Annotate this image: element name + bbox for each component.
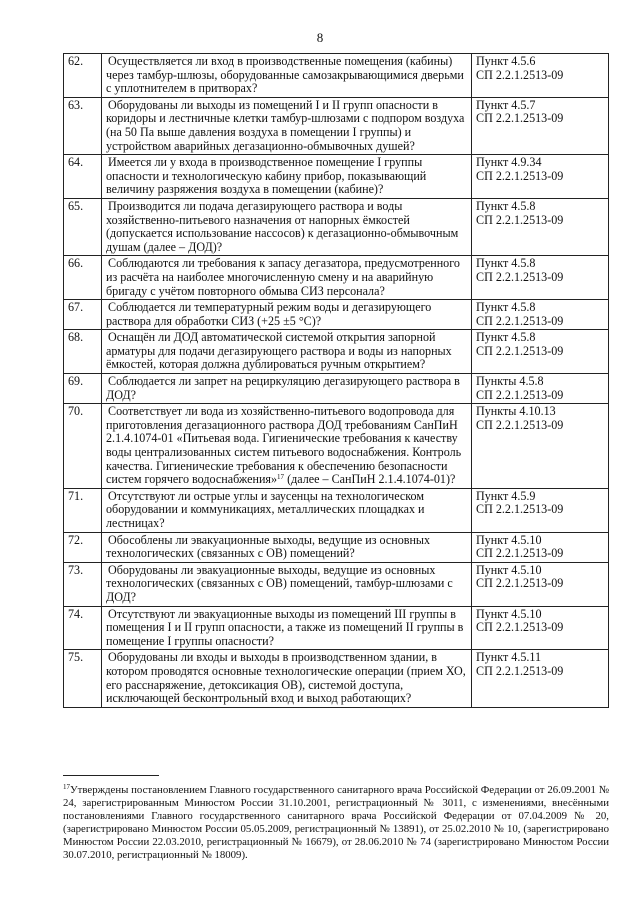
question-cell bbox=[102, 155, 472, 199]
question-text: (далее – СанПиН 2.1.4.1074-01)? bbox=[284, 472, 456, 487]
table-row bbox=[64, 532, 609, 562]
reference-clause: Пункты 4.10.13 bbox=[476, 404, 556, 419]
footnote-reference: 17 bbox=[277, 473, 285, 482]
table-row bbox=[64, 54, 609, 98]
row-number: 65. bbox=[64, 198, 102, 255]
question-text: Имеется ли у входа в производственное помещение I группы опасности и технологическую кабину прибор, показывающий величину разряжения воздуха в помещении (кабине)? bbox=[106, 155, 427, 197]
question-text: Соблюдается ли запрет на рециркуляцию дегазирующего раствора в ДОД? bbox=[106, 374, 460, 402]
question-cell bbox=[102, 198, 472, 255]
reference-document: СП 2.2.1.2513-09 bbox=[476, 212, 564, 227]
question-cell bbox=[102, 606, 472, 650]
reference-document: СП 2.2.1.2513-09 bbox=[476, 343, 564, 358]
row-number: 66. bbox=[64, 256, 102, 300]
table-row bbox=[64, 155, 609, 199]
reference-cell bbox=[472, 330, 609, 374]
reference-cell bbox=[472, 198, 609, 255]
reference-clause: Пункт 4.5.8 bbox=[476, 198, 536, 213]
question-text: Отсутствуют ли эвакуационные выходы из помещений III группы в помещения I и II групп опасности, а также из помещений II группы в помещение I группы опасности? bbox=[106, 606, 464, 648]
row-number: 67. bbox=[64, 300, 102, 330]
reference-cell bbox=[472, 300, 609, 330]
reference-cell bbox=[472, 488, 609, 532]
row-number: 72. bbox=[64, 532, 102, 562]
question-cell bbox=[102, 374, 472, 404]
reference-document: СП 2.2.1.2513-09 bbox=[476, 620, 564, 635]
question-cell bbox=[102, 330, 472, 374]
reference-cell bbox=[472, 404, 609, 489]
row-number: 70. bbox=[64, 404, 102, 489]
footnote-mark: 17 bbox=[63, 783, 70, 791]
row-number: 73. bbox=[64, 562, 102, 606]
footnote-divider bbox=[63, 775, 159, 776]
reference-clause: Пункт 4.5.9 bbox=[476, 488, 536, 503]
table-row bbox=[64, 198, 609, 255]
table-row bbox=[64, 330, 609, 374]
question-text: Производится ли подача дегазирующего раствора и воды хозяйственно-питьевого назначения от напорных ёмкостей (допускается использование нассосов) к дегазационно-обмывочным душам (далее – ДОД)? bbox=[106, 198, 459, 254]
reference-document: СП 2.2.1.2513-09 bbox=[476, 502, 564, 517]
question-cell bbox=[102, 404, 472, 489]
reference-document: СП 2.2.1.2513-09 bbox=[476, 546, 564, 561]
footnote bbox=[63, 784, 609, 861]
reference-cell bbox=[472, 97, 609, 154]
reference-document: СП 2.2.1.2513-09 bbox=[476, 168, 564, 183]
reference-document: СП 2.2.1.2513-09 bbox=[476, 387, 564, 402]
reference-cell bbox=[472, 562, 609, 606]
reference-clause: Пункт 4.5.10 bbox=[476, 532, 542, 547]
reference-document: СП 2.2.1.2513-09 bbox=[476, 67, 564, 82]
reference-clause: Пункт 4.5.7 bbox=[476, 97, 536, 112]
row-number: 64. bbox=[64, 155, 102, 199]
reference-clause: Пункт 4.5.10 bbox=[476, 562, 542, 577]
reference-clause: Пункт 4.5.6 bbox=[476, 54, 536, 68]
reference-document: СП 2.2.1.2513-09 bbox=[476, 313, 564, 328]
table-row bbox=[64, 300, 609, 330]
table-row bbox=[64, 256, 609, 300]
reference-document: СП 2.2.1.2513-09 bbox=[476, 269, 564, 284]
table-row bbox=[64, 404, 609, 489]
question-text: Оснащён ли ДОД автоматической системой открытия запорной арматуры для подачи дегазирующего раствора и воды из напорных ёмкостей, которая должна дублироваться ручным открытием? bbox=[106, 330, 452, 372]
question-cell bbox=[102, 300, 472, 330]
table-row bbox=[64, 606, 609, 650]
question-cell bbox=[102, 54, 472, 98]
question-text: Оборудованы ли входы и выходы в производственном здании, в котором проводятся основные технологические операции (прием ХО, его расснаряжение, детоксикация ОВ), системой доступа, исключающей бесконтрольный вход и выход работающих? bbox=[106, 650, 466, 706]
row-number: 68. bbox=[64, 330, 102, 374]
checklist-rows bbox=[64, 54, 609, 708]
table-row bbox=[64, 97, 609, 154]
question-text: Оборудованы ли выходы из помещений I и II групп опасности в коридоры и лестничные клетки тамбур-шлюзами с подпором воздуха (на 50 Па выше давления воздуха в помещении I группы) и устройством аварийных дегазационно-обмывочных душей? bbox=[106, 97, 465, 153]
reference-cell bbox=[472, 650, 609, 707]
row-number: 62. bbox=[64, 54, 102, 98]
question-cell bbox=[102, 650, 472, 707]
question-text: Соответствует ли вода из хозяйственно-питьевого водопровода для приготовления дегазационного раствора ДОД требованиям СанПиН 2.1.4.1074-01 «Питьевая вода. Гигиенические требования к качеству воды централизованных систем питьевого водоснабжения. Контроль качества. Гигиенические требования к обеспечению безопасности систем горячего водоснабжения» bbox=[106, 404, 462, 487]
reference-clause: Пункты 4.5.8 bbox=[476, 374, 544, 389]
question-cell bbox=[102, 97, 472, 154]
row-number: 69. bbox=[64, 374, 102, 404]
footnote-text: Утверждены постановлением Главного государственного санитарного врача Российской Федерации от 26.09.2001 № 24, зарегистрированным Минюстом России 31.10.2001, регистрационный № 3011, с изменениями, внесёнными постановлениями Главного государственного санитарного врача Российской Федерации от 07.04.2009 № 20, (зарегистрировано Минюстом России 05.05.2009, регистрационный № 13891), от 25.02.2010 № 10, (зарегистрировано Минюстом России 22.03.2010, регистрационный № 16679), от 28.06.2010 № 74 (зарегистрировано Минюстом России 30.07.2010, регистрационный № 18009). bbox=[63, 784, 609, 861]
question-cell bbox=[102, 532, 472, 562]
row-number: 74. bbox=[64, 606, 102, 650]
row-number: 75. bbox=[64, 650, 102, 707]
reference-cell bbox=[472, 532, 609, 562]
question-text: Соблюдается ли температурный режим воды и дегазирующего раствора для обработки СИЗ (+25 ±5 °С)? bbox=[106, 300, 432, 328]
table-row bbox=[64, 374, 609, 404]
reference-document: СП 2.2.1.2513-09 bbox=[476, 663, 564, 678]
question-text: Обособлены ли эвакуационные выходы, ведущие из основных технологических (связанных с ОВ) помещений? bbox=[106, 532, 431, 561]
reference-clause: Пункт 4.5.11 bbox=[476, 650, 542, 665]
reference-document: СП 2.2.1.2513-09 bbox=[476, 111, 564, 126]
row-number: 63. bbox=[64, 97, 102, 154]
reference-document: СП 2.2.1.2513-09 bbox=[476, 417, 564, 432]
reference-clause: Пункт 4.5.8 bbox=[476, 256, 536, 271]
row-number: 71. bbox=[64, 488, 102, 532]
reference-cell bbox=[472, 256, 609, 300]
reference-document: СП 2.2.1.2513-09 bbox=[476, 576, 564, 591]
reference-cell bbox=[472, 374, 609, 404]
reference-clause: Пункт 4.5.8 bbox=[476, 330, 536, 345]
reference-clause: Пункт 4.5.10 bbox=[476, 606, 542, 621]
table-row bbox=[64, 650, 609, 707]
question-text: Оборудованы ли эвакуационные выходы, ведущие из основных технологических (связанных с ОВ) помещений, тамбур-шлюзами с ДОД? bbox=[106, 562, 453, 604]
question-cell bbox=[102, 488, 472, 532]
reference-cell bbox=[472, 54, 609, 98]
reference-clause: Пункт 4.5.8 bbox=[476, 300, 536, 315]
checklist-table bbox=[63, 53, 609, 708]
question-text: Осуществляется ли вход в производственные помещения (кабины) через тамбур-шлюзы, оборудованные самозакрывающимися дверьми с уплотнителем в притворах? bbox=[106, 54, 464, 96]
table-row bbox=[64, 562, 609, 606]
reference-clause: Пункт 4.9.34 bbox=[476, 155, 542, 170]
table-row bbox=[64, 488, 609, 532]
reference-cell bbox=[472, 155, 609, 199]
question-cell bbox=[102, 256, 472, 300]
question-text: Соблюдаются ли требования к запасу дегазатора, предусмотренного из расчёта на наиболее многочисленную смену и на аварийную бригаду с учётом повторного обмыва СИЗ персонала? bbox=[106, 256, 460, 298]
reference-cell bbox=[472, 606, 609, 650]
question-text: Отсутствуют ли острые углы и заусенцы на технологическом оборудовании и коммуникациях, металлических площадках и лестницах? bbox=[106, 488, 425, 530]
page-number: 8 bbox=[316, 30, 324, 45]
question-cell bbox=[102, 562, 472, 606]
